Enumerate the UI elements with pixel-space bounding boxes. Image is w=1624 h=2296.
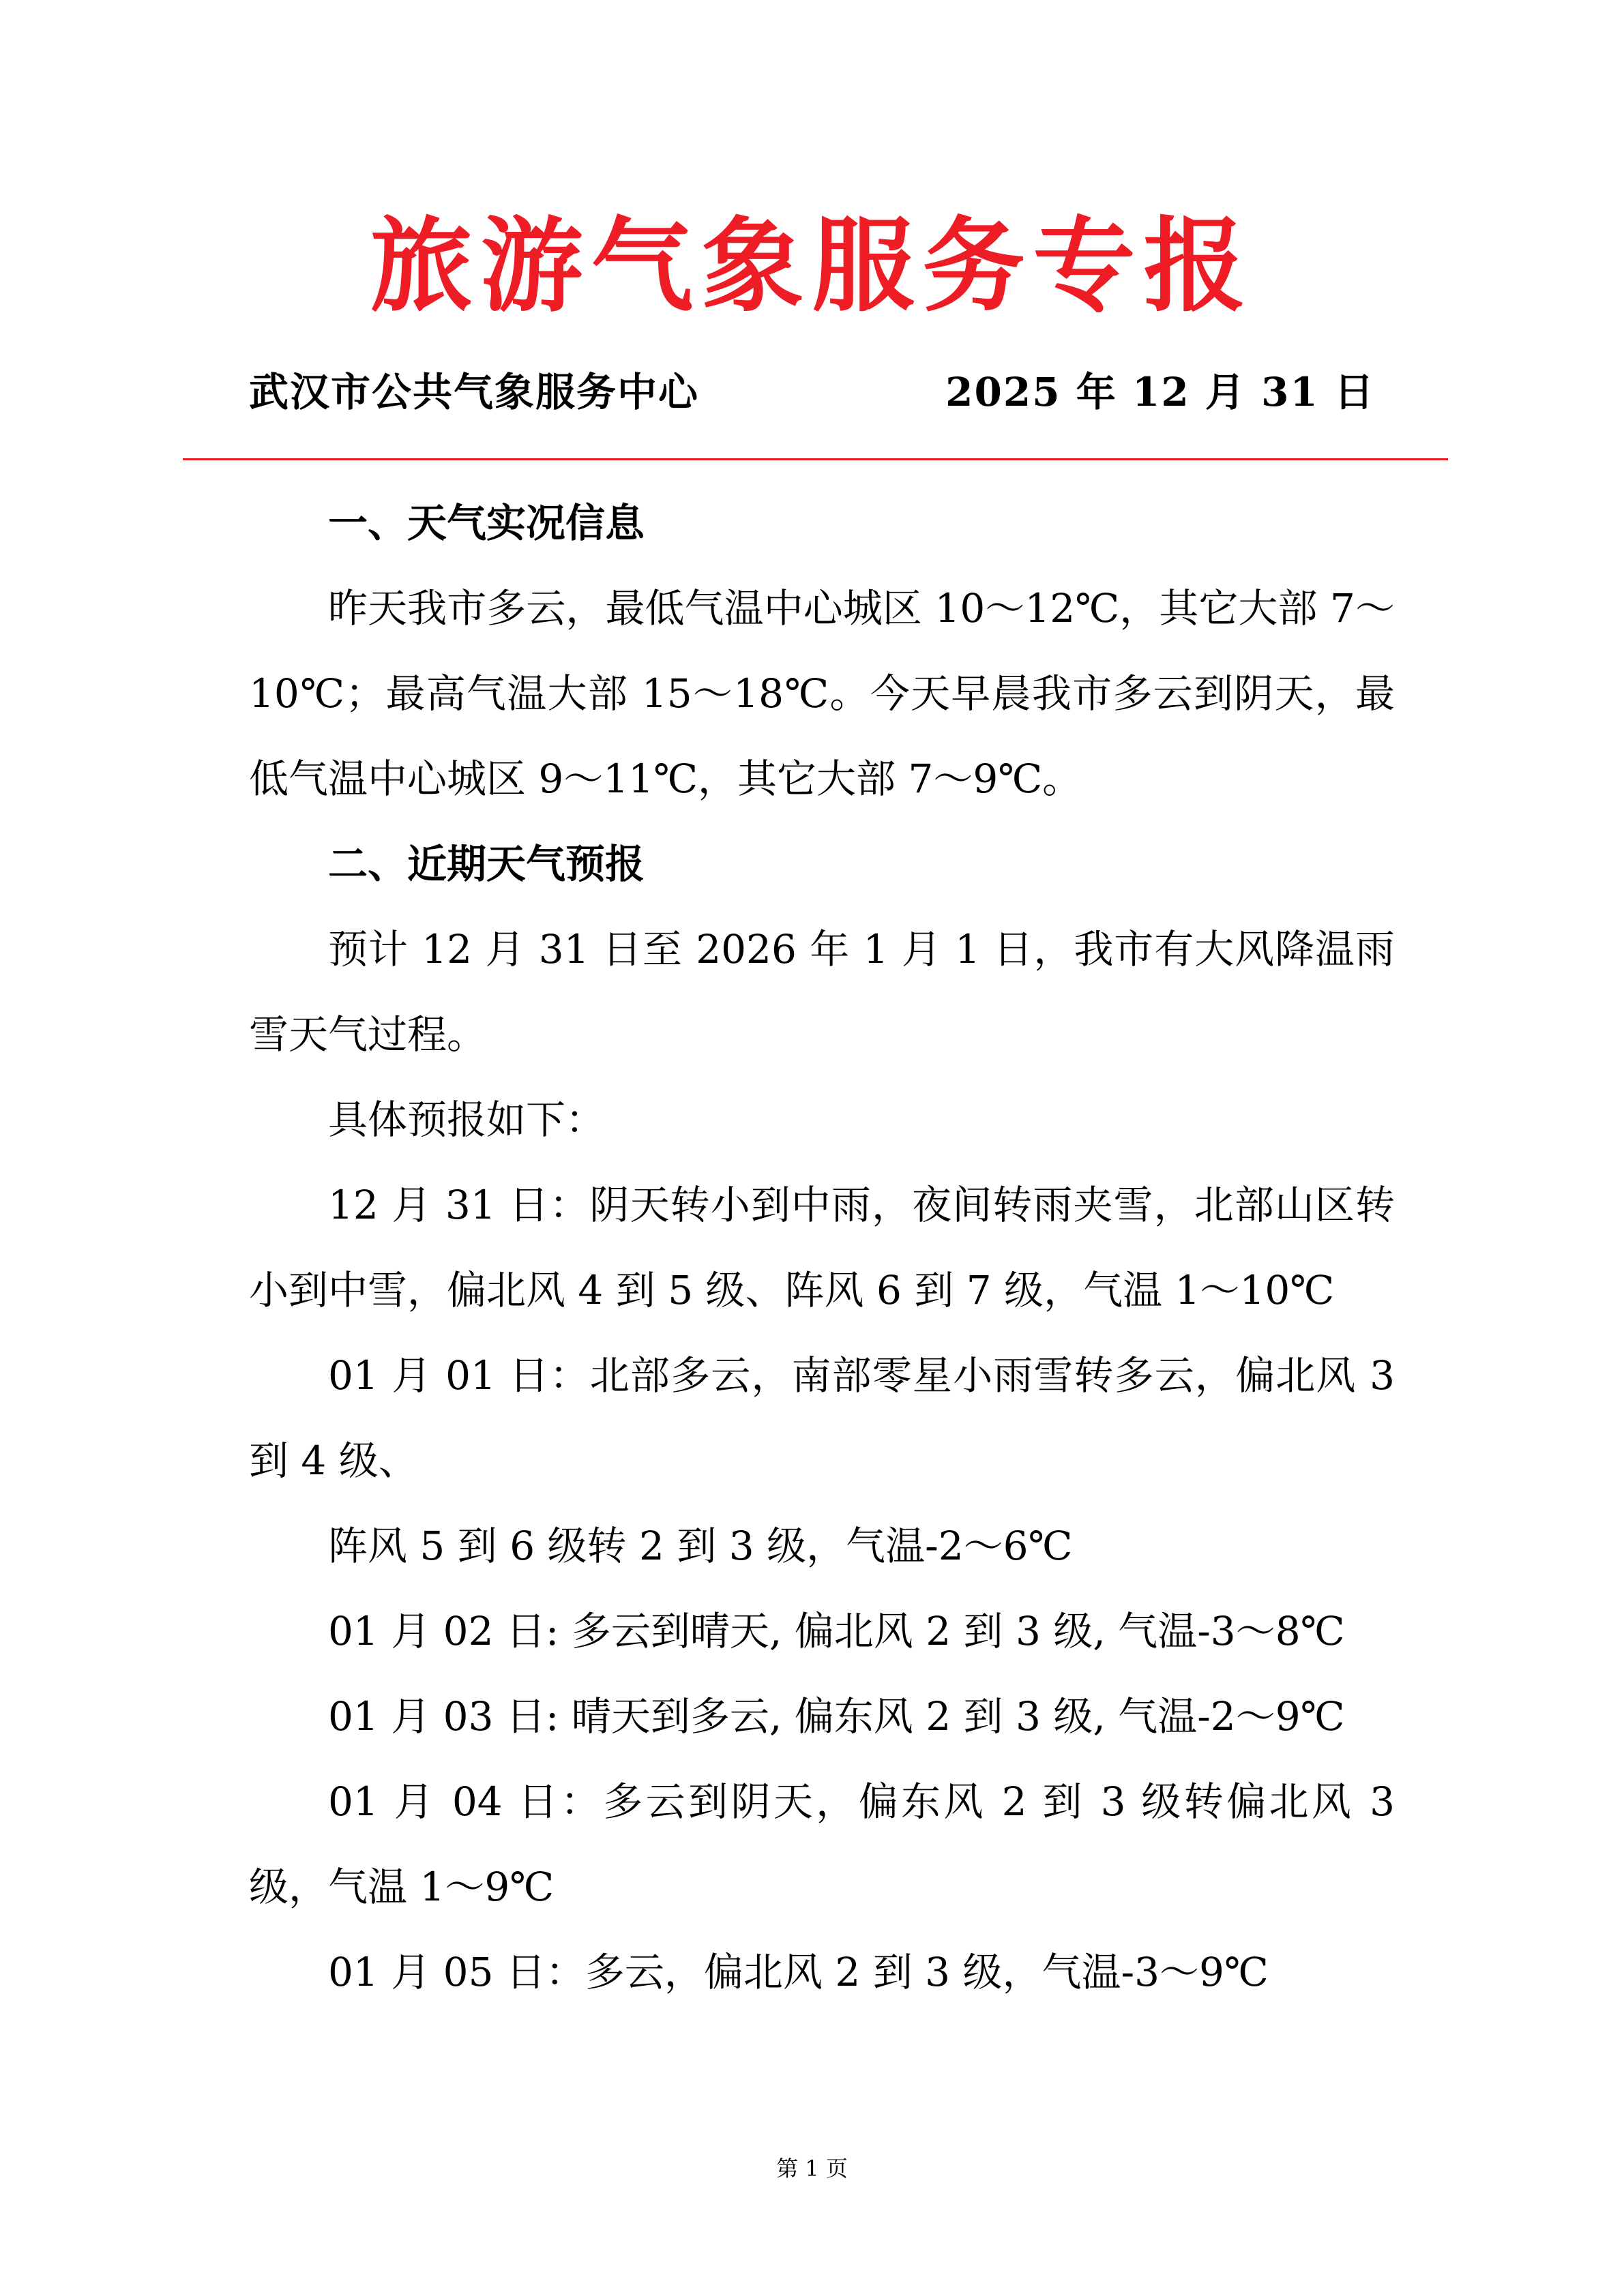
issuing-organization: 武汉市公共气象服务中心 — [249, 369, 700, 415]
header-divider — [183, 458, 1448, 460]
forecast-day: 12 月 31 日：阴天转小到中雨，夜间转雨夹雪，北部山区转小到中雪，偏北风 4 到 5 级、阵风 6 到 7 级，气温 1～10℃ — [249, 1182, 1395, 1313]
page-number: 第 1 页 — [776, 2156, 848, 2181]
current-weather-text: 昨天我市多云，最低气温中心城区 10～12℃，其它大部 7～10℃；最高气温大部 15～18℃。今天早晨我市多云到阴天，最低气温中心城区 9～11℃，其它大部 7～9℃。 — [249, 585, 1395, 802]
forecast-day: 01 月 05 日：多云，偏北风 2 到 3 级，气温-3～9℃ — [328, 1949, 1269, 1995]
section-heading-forecast: 二、近期天气预报 — [328, 841, 645, 887]
report-title: 旅游气象服务专报 — [370, 206, 1254, 326]
report-body — [249, 481, 1395, 2015]
forecast-day: 01 月 01 日：北部多云，南部零星小雨雪转多云，偏北风 3 到 4 级、 — [249, 1352, 1395, 1484]
forecast-intro: 预计 12 月 31 日至 2026 年 1 月 1 日，我市有大风降温雨雪天气过程。 — [249, 926, 1395, 1058]
issue-date: 2025 年 12 月 31 日 — [945, 369, 1375, 415]
forecast-day: 01 月 03 日: 晴天到多云, 偏东风 2 到 3 级, 气温-2～9℃ — [328, 1693, 1345, 1740]
forecast-day: 01 月 02 日: 多云到晴天, 偏北风 2 到 3 级, 气温-3～8℃ — [328, 1608, 1345, 1654]
forecast-details-label: 具体预报如下： — [328, 1097, 606, 1143]
forecast-day: 阵风 5 到 6 级转 2 到 3 级，气温-2～6℃ — [328, 1523, 1073, 1569]
forecast-day: 01 月 04 日：多云到阴天，偏东风 2 到 3 级转偏北风 3 级，气温 1～9℃ — [249, 1778, 1395, 1910]
section-heading-current: 一、天气实况信息 — [328, 500, 645, 546]
